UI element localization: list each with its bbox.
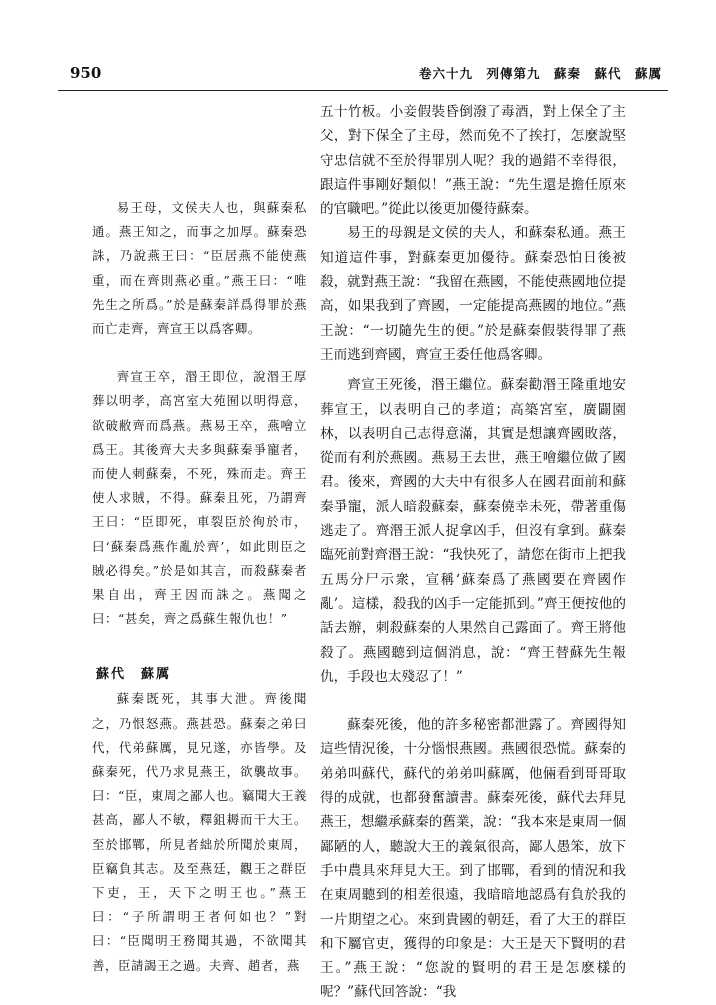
page-header: [58, 56, 668, 91]
running-title: 卷六十九 列傳第九 蘇秦 蘇代 蘇厲: [418, 66, 662, 81]
translation-paragraph-2: 齊宣王死後，湣王繼位。蘇秦勸湣王隆重地安葬宣王，以表明自己的孝道；高築宮室，廣闢園林，以表明自己志得意滿，其實是想讓齊國敗落，從而有利於燕國。燕易王去世，燕王噲繼位做了國君。後來，齊國的大夫中有很多人在國君面前和蘇秦爭寵，派人暗殺蘇秦，蘇秦僥幸未死，帶著重傷逃走了。齊湣王派人捉拿凶手，但沒有拿到。蘇秦臨死前對齊湣王說：“我快死了，請您在街市上把我五馬分尸示衆，宣稱‘蘇秦爲了燕國要在齊國作亂’。這樣，殺我的凶手一定能抓到。”齊王便按他的話去辦，刺殺蘇秦的人果然自己露面了。齊王將他殺了。燕國聽到這個消息，說：“齊王替蘇先生報仇，手段也太殘忍了！”: [320, 377, 627, 685]
translation-paragraph-1: 易王的母親是文侯的夫人，和蘇秦私通。燕王知道這件事，對蘇秦更加優待。蘇秦恐怕日後被殺，就對燕王說：“我留在燕國，不能使燕國地位提高，如果我到了齊國，一定能提高燕國的地位。”燕王說：“一切隨先生的便。”於是蘇秦假裝得罪了燕王而逃到齊國，齊宣王委任他爲客卿。: [320, 225, 627, 363]
translation-paragraph-3: 蘇秦死後，他的許多秘密都泄露了。齊國得知這些情況後，十分惱恨燕國。燕國很恐慌。蘇秦的弟弟叫蘇代，蘇代的弟弟叫蘇厲，他倆看到哥哥取得的成就，也都發奮讀書。蘇秦死後，蘇代去拜見燕王，想繼承蘇秦的舊業，說：“我本來是東周一個鄙陋的人，聽說大王的義氣很高，鄙人愚笨，放下手中農具來拜見大王。到了邯鄲，看到的情況和我在東周聽到的相差很遠，我暗暗地認爲有負於我的一片期望之心。來到貴國的朝廷，看了大王的群臣和下屬官吏，獲得的印象是：大王是天下賢明的君王。”燕王說：“您說的賢明的君王是怎麽樣的呢？”蘇代回答說：“我: [320, 717, 627, 1001]
classical-paragraph-2: 齊宣王卒，湣王即位，說湣王厚葬以明孝，高宮室大苑囿以明得意，欲破敝齊而爲燕。燕易王卒，燕噲立爲王。其後齊大夫多與蘇秦爭寵者，而使人刺蘇秦，不死，殊而走。齊王使人求賊，不得。蘇秦且死，乃謂齊王曰：“臣即死，車裂臣於徇於市，曰‘蘇秦爲燕作亂於齊’，如此則臣之賊必得矣。”於是如其言，而殺蘇秦者果自出，齊王因而誅之。燕聞之曰：“甚矣，齊之爲蘇生報仇也！”: [92, 369, 307, 627]
classical-paragraph-1: 易王母，文侯夫人也，與蘇秦私通。燕王知之，而事之加厚。蘇秦恐誅，乃說燕王曰：“臣居燕不能使燕重，而在齊則燕必重。”燕王曰：“唯先生之所爲。”於是蘇秦詳爲得罪於燕而亡走齊，齊宣王以爲客卿。: [92, 200, 307, 337]
translation-paragraph-0: 五十竹板。小妾假裝昏倒潑了毒酒，對上保全了主父，對下保全了主母，然而免不了挨打，怎麼說堅守忠信就不至於得罪別人呢？我的過錯不幸得很，跟這件事剛好類似！”燕王說：“先生還是擔任原來的官職吧。”從此以後更加優待蘇秦。: [320, 104, 626, 218]
classical-text-column: [92, 100, 307, 980]
section-title: 蘇代 蘇厲: [96, 667, 172, 683]
translation-text-column: [320, 100, 627, 1001]
page-number: 950: [70, 64, 102, 82]
classical-paragraph-3: 蘇秦既死，其事大泄。齊後聞之，乃恨怒燕。燕甚恐。蘇秦之弟曰代，代弟蘇厲，見兄遂，亦皆學。及蘇秦死，代乃求見燕王，欲襲故事。曰：“臣，東周之鄙人也。竊聞大王義甚高，鄙人不敏，釋鉏耨而干大王。至於邯鄲，所見者絀於所聞於東周，臣竊負其志。及至燕廷，觀王之群臣下吏，王，天下之明王也。”燕王曰：“子所謂明王者何如也？”對曰：“臣聞明王務聞其過，不欲聞其善，臣請謁王之過。夫齊、趙者，燕: [92, 691, 307, 973]
